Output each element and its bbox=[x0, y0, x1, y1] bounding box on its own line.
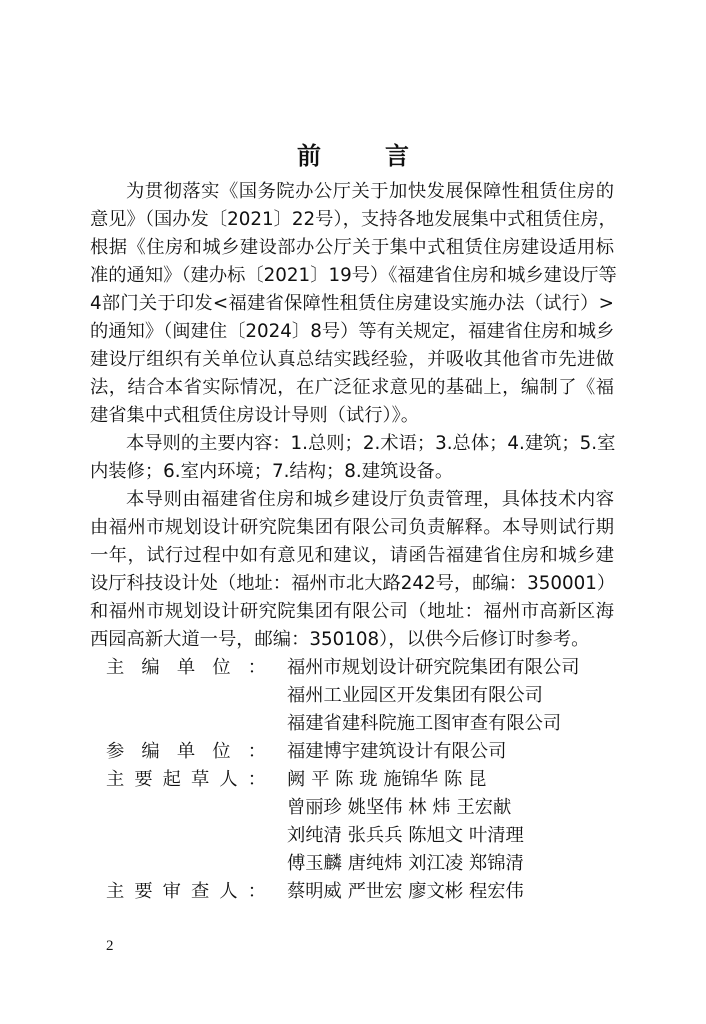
text-line: 根据《住房和城乡建设部办公厅关于集中式租赁住房建设适用标 bbox=[90, 237, 614, 258]
chief-unit: 福州工业园区开发集团有限公司 bbox=[287, 685, 543, 706]
text-line: 为贯彻落实《国务院办公厅关于加快发展保障性租赁住房的 bbox=[126, 181, 614, 202]
text-line: 和福州市规划设计研究院集团有限公司（地址：福州市高新区海 bbox=[90, 601, 614, 622]
drafters-row: 阙 平 陈 珑 施锦华 陈 昆 bbox=[287, 769, 487, 790]
text-line: 建设厅组织有关单位认真总结实践经验，并吸收其他省市先进做 bbox=[90, 349, 614, 370]
chief-unit: 福州市规划设计研究院集团有限公司 bbox=[287, 657, 580, 678]
page-title: 前 言 bbox=[297, 142, 429, 170]
drafters-row: 曾丽珍 姚坚伟 林 炜 王宏献 bbox=[287, 797, 512, 818]
text-line: 西园高新大道一号，邮编：350108），以供今后修订时参考。 bbox=[90, 629, 590, 650]
text-line: 内装修；6.室内环境；7.结构；8.建筑设备。 bbox=[90, 461, 454, 482]
text-line: 4部门关于印发<福建省保障性租赁住房建设实施办法（试行）> bbox=[90, 293, 614, 314]
drafters-row: 刘纯清 张兵兵 陈旭文 叶清理 bbox=[287, 825, 524, 846]
participant-label: 参编单位： bbox=[106, 741, 266, 762]
text-line: 准的通知》（建办标〔2021〕19号）《福建省住房和城乡建设厅等 bbox=[90, 265, 617, 286]
drafters-label: 主要起草人： bbox=[106, 769, 266, 790]
chief-editor-label: 主编单位： bbox=[106, 657, 266, 678]
text-line: 由福州市规划设计研究院集团有限公司负责解释。本导则试行期 bbox=[90, 517, 614, 538]
text-line: 本导则的主要内容：1.总则；2.术语；3.总体；4.建筑；5.室 bbox=[126, 433, 616, 454]
text-line: 法，结合本省实际情况，在广泛征求意见的基础上，编制了《福 bbox=[90, 377, 614, 398]
text-line: 的通知》（闽建住〔2024〕8号）等有关规定，福建省住房和城乡 bbox=[90, 321, 615, 342]
page-number: 2 bbox=[106, 938, 114, 954]
participant-unit: 福建博宇建筑设计有限公司 bbox=[287, 741, 507, 762]
chief-unit: 福建省建科院施工图审查有限公司 bbox=[287, 713, 562, 734]
text-line: 本导则由福建省住房和城乡建设厅负责管理，具体技术内容 bbox=[126, 489, 614, 510]
text-line: 设厅科技设计处（地址：福州市北大路242号，邮编：350001） bbox=[90, 573, 616, 594]
text-line: 一年，试行过程中如有意见和建议，请函告福建省住房和城乡建 bbox=[90, 545, 614, 566]
text-line: 建省集中式租赁住房设计导则（试行）》。 bbox=[90, 405, 420, 426]
text-line: 意见》（国办发〔2021〕22号），支持各地发展集中式租赁住房， bbox=[90, 209, 617, 230]
reviewers-row: 蔡明威 严世宏 廖文彬 程宏伟 bbox=[287, 881, 524, 902]
drafters-row: 傅玉麟 唐纯炜 刘江凌 郑锦清 bbox=[287, 853, 524, 874]
reviewers-label: 主要审查人： bbox=[106, 881, 266, 902]
